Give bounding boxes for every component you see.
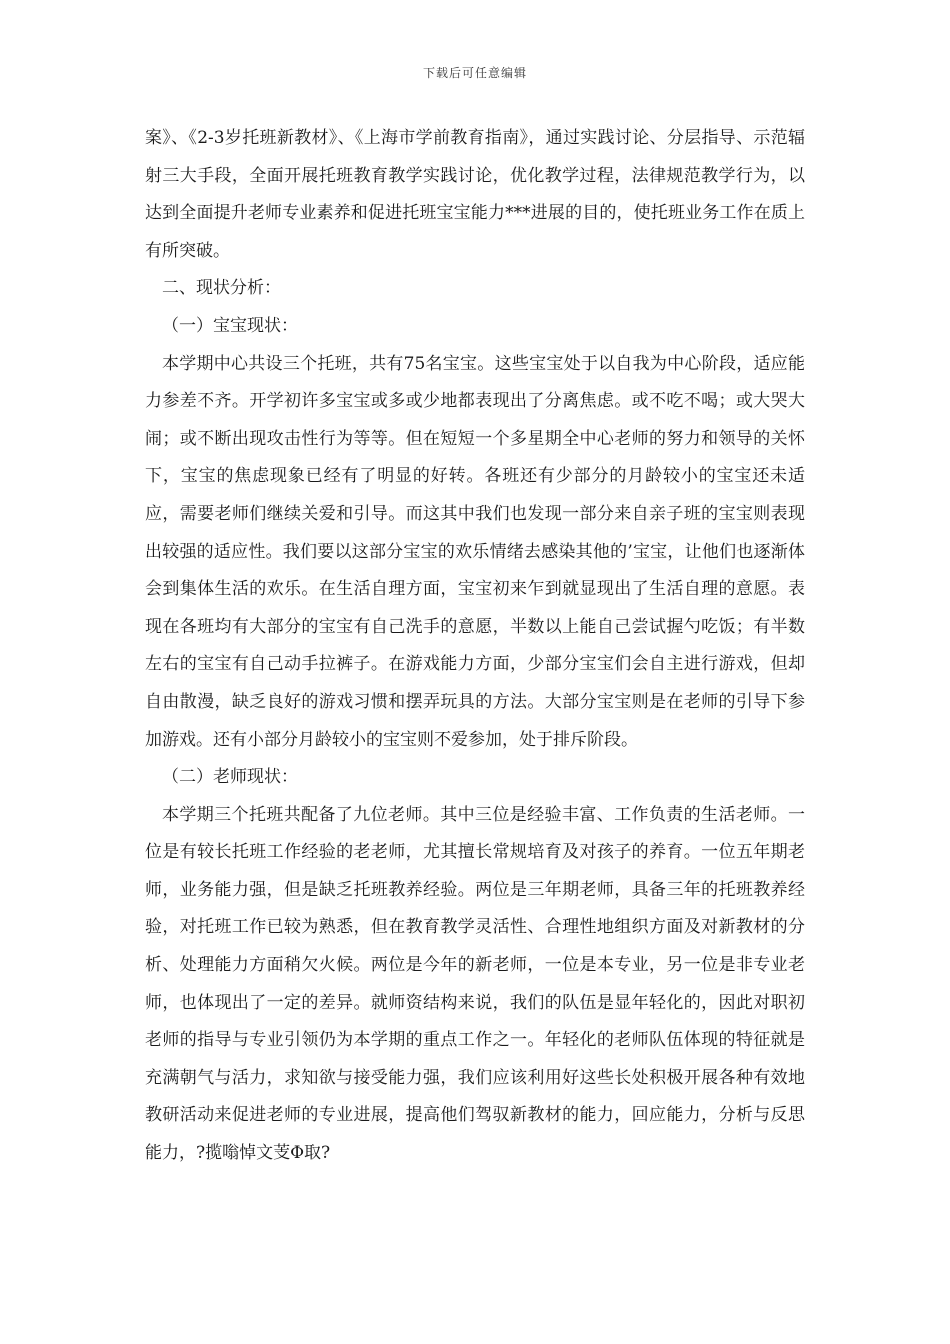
paragraph-baby-status: 本学期中心共设三个托班，共有75名宝宝。这些宝宝处于以自我为中心阶段，适应能力参差不齐。开学初许多宝宝或多或少地都表现出了分离焦虑。或不吃不喝；或大哭大闹；或不断出现攻击性行为等等。但在短短一个多星期全中心老师的努力和领导的关怀下，宝宝的焦虑现象已经有了明显的好转。各班还有少部分的月龄较小的宝宝还未适应，需要老师们继续关爱和引导。而这其中我们也发现一部分来自亲子班的宝宝则表现出较强的适应性。我们要以这部分宝宝的欢乐情绪去感染其他的’宝宝，让他们也逐渐体会到集体生活的欢乐。在生活自理方面，宝宝初来乍到就显现出了生活自理的意愿。表现在各班均有大部分的宝宝有自己洗手的意愿，半数以上能自己尝试握勺吃饭；有半数左右的宝宝有自己动手拉裤子。在游戏能力方面，少部分宝宝们会自主进行游戏，但却自由散漫，缺乏良好的游戏习惯和摆弄玩具的方法。大部分宝宝则是在老师的引导下参加游戏。还有小部分月龄较小的宝宝则不爱参加，处于排斥阶段。 xyxy=(145,353,805,750)
paragraph-continuation: 案》、《2-3岁托班新教材》、《上海市学前教育指南》，通过实践讨论、分层指导、示范辐射三大手段，全面开展托班教育教学实践讨论，优化教学过程，法律规范教学行为，以达到全面提升老师专业素养和促进托班宝宝能力***进展的目的，使托班业务工作在质上有所突破。 xyxy=(145,128,805,261)
subsection-heading-teacher-status: （二）老师现状： xyxy=(162,767,298,788)
subsection-heading-baby-status: （一）宝宝现状： xyxy=(162,315,298,336)
section-heading-status-analysis: 二、现状分析： xyxy=(162,278,281,299)
header-note: 下载后可任意编辑 xyxy=(422,66,527,80)
paragraph-teacher-status: 本学期三个托班共配备了九位老师。其中三位是经验丰富、工作负责的生活老师。一位是有较长托班工作经验的老老师，尤其擅长常规培育及对孩子的养育。一位五年期老师，业务能力强，但是缺乏托班教养经验。两位是三年期老师，具备三年的托班教养经验，对托班工作已较为熟悉，但在教育教学灵活性、合理性地组织方面及对新教材的分析、处理能力方面稍欠火候。两位是今年的新老师，一位是本专业，另一位是非专业老师，也体现出了一定的差异。就师资结构来说，我们的队伍是显年轻化的，因此对职初老师的指导与专业引领仍为本学期的重点工作之一。年轻化的老师队伍体现的特征就是充满朝气与活力，求知欲与接受能力强，我们应该利用好这些长处积极开展各种有效地教研活动来促进老师的专业进展，提高他们驾驭新教材的能力，回应能力，分析与反思能力，?揽嗡悼文芰Φ取? xyxy=(145,804,805,1164)
document-body xyxy=(145,120,805,1173)
